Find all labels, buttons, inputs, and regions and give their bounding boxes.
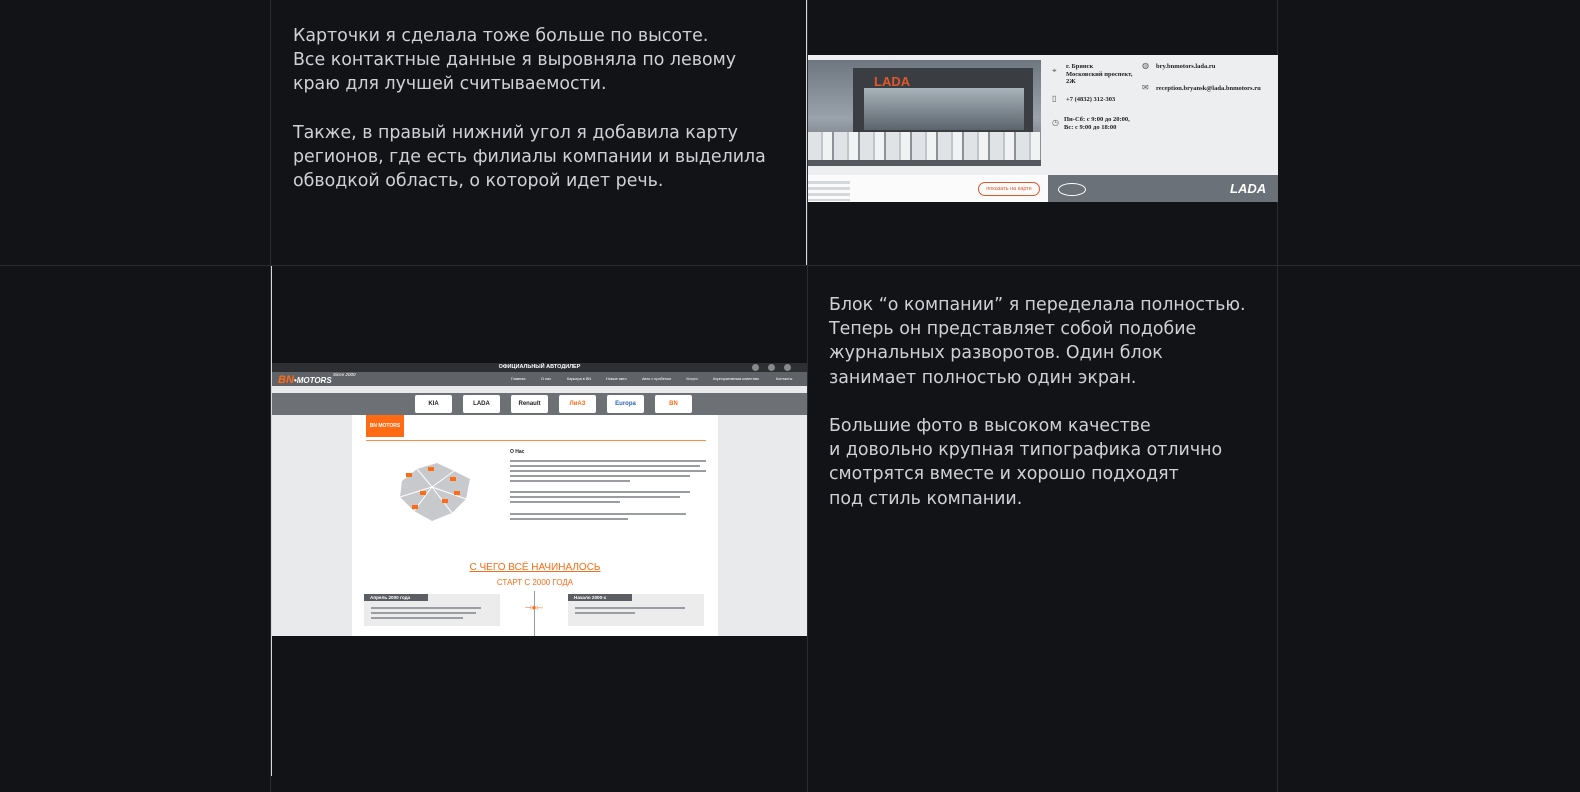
grid-line-horizontal (0, 265, 1580, 266)
nav-item-contacts[interactable]: Контакты (776, 377, 793, 381)
nav-item-services[interactable]: Услуги (686, 377, 698, 381)
brand-lada[interactable]: LADA (463, 395, 500, 413)
timeline-card-line (371, 612, 476, 614)
hours-line-1: Пн-Сб: с 9:00 до 20:00, (1064, 116, 1130, 123)
about-text-line (510, 480, 630, 482)
lada-wordmark: LADA (1230, 181, 1267, 196)
bn-motors-tab: BN MOTORS (366, 415, 404, 437)
brand-strip (272, 393, 807, 415)
address (1066, 63, 1146, 86)
globe-icon: ◍ (1142, 61, 1149, 70)
dealership-sign: LADA (874, 74, 911, 89)
ground (808, 160, 1041, 166)
dealership-windows (864, 88, 1024, 130)
timeline-card-line (575, 612, 635, 614)
about-text-line (510, 496, 680, 498)
timeline-card-right (568, 594, 704, 626)
history-subheading: СТАРТ С 2000 ГОДА (496, 578, 574, 587)
logo-motors: •MOTORS (293, 376, 332, 385)
timeline-card-line (575, 607, 685, 609)
nav-item-about[interactable]: О нас (541, 377, 552, 381)
history-heading: С ЧЕГО ВСЁ НАЧИНАЛОСЬ (469, 562, 601, 573)
contact-card-image (808, 55, 1278, 202)
bn-emblem-icon: ⟞●⟝ (524, 603, 544, 612)
about-text-line (510, 470, 706, 472)
logo-since: Since 2000 (333, 372, 356, 377)
cards-description: Карточки я сделала тоже больше по высоте. Все контактные данные я выровняла по левому краю для лучшей считываемости. Также, в правый нижний угол я добавила карту регионов, где есть филиалы компании и выделила обводкой область, о которой идет речь. (293, 26, 766, 192)
about-text-line (510, 513, 686, 515)
timeline-card-line (371, 617, 463, 619)
website: bry.bnmotors.lada.ru (1156, 63, 1216, 70)
social-icon[interactable] (784, 364, 791, 371)
about-title: О Нас (510, 449, 525, 455)
address-line-2: Московский проспект, (1066, 70, 1133, 78)
site-top-bar: ОФИЦИАЛЬНЫЙ АВТОДИЛЕР (272, 363, 807, 372)
dealership-photo (808, 60, 1041, 166)
regions-map (392, 451, 476, 526)
logo-bn: BN (278, 374, 294, 386)
mail-icon: ✉ (1142, 83, 1149, 92)
phone-icon: ▯ (1052, 94, 1057, 103)
nav-item-corporate[interactable]: Корпоративным клиентам (713, 377, 759, 381)
about-text-line (510, 491, 690, 493)
about-description: Блок “о компании” я переделала полностью. Теперь он представляет собой подобие журнальных разворотов. Один блок занимает полностью один экран. Большие фото в высоком качестве и довольно крупная типографика отлично смотрятся вместе и хорошо подходят под стиль компании. (829, 295, 1246, 509)
opening-hours (1064, 116, 1130, 131)
phone-number: +7 (4832) 312-303 (1066, 96, 1116, 103)
orange-divider (366, 440, 706, 441)
show-on-map-button[interactable]: показать на карте (978, 182, 1040, 196)
about-page-screenshot (272, 363, 807, 636)
email: reception.bryansk@lada.bnmotors.ru (1156, 85, 1261, 92)
location-pin-icon: ⌖ (1052, 66, 1057, 75)
about-text-line (510, 465, 700, 467)
hours-line-2: Вс: с 9:00 до 18:00 (1064, 123, 1117, 131)
brand-bn[interactable]: BN (655, 395, 692, 413)
lada-logo-icon (1058, 183, 1086, 196)
divider-middle-upper (806, 0, 807, 265)
about-text-line (510, 518, 628, 520)
nav-item-home[interactable]: Главная (511, 377, 526, 381)
nav-item-career[interactable]: Карьера в BN (567, 377, 592, 381)
site-main-content (352, 415, 718, 636)
social-icon[interactable] (768, 364, 775, 371)
site-logo[interactable] (278, 374, 332, 386)
brand-liaz[interactable]: ЛиАЗ (559, 395, 596, 413)
social-icon[interactable] (752, 364, 759, 371)
timeline-card-title: Начало 2000-х (568, 594, 632, 601)
timeline-card-title: Апрель 2000 года (364, 594, 428, 601)
timeline-card-line (371, 607, 481, 609)
address-line-1: г. Брянск (1066, 63, 1094, 70)
card-footer-stripes (808, 181, 850, 201)
about-text-line (510, 475, 690, 477)
timeline-card-left (364, 594, 500, 626)
nav-item-used-cars[interactable]: Авто с пробегом (642, 377, 671, 381)
address-line-3: 2Ж (1066, 78, 1076, 85)
about-text-line (510, 460, 706, 462)
about-text-line (510, 501, 620, 503)
brand-renault[interactable]: Renault (511, 395, 548, 413)
brand-europa[interactable]: Europa (607, 395, 644, 413)
clock-icon: ◷ (1052, 118, 1059, 127)
timeline-axis (534, 591, 535, 636)
brand-kia[interactable]: KIA (415, 395, 452, 413)
nav-item-new-cars[interactable]: Новые авто (606, 377, 627, 381)
